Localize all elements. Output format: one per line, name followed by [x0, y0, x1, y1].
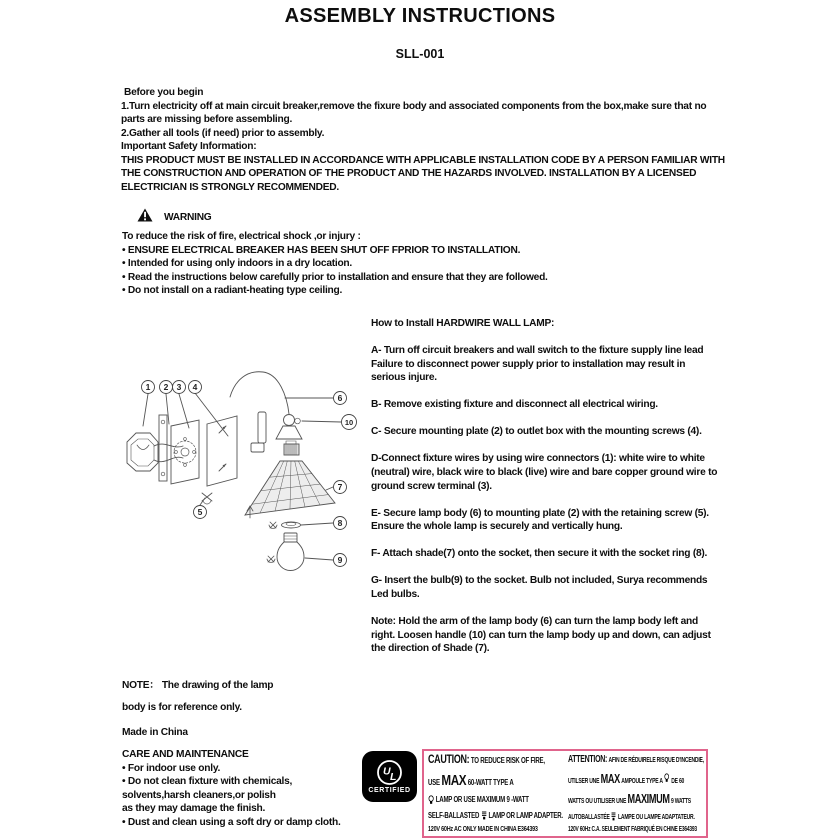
callout-4: 4: [192, 382, 198, 392]
caution-fr-l3a: WATTS OU UTILISER UNE: [568, 796, 627, 805]
install-step-a: A- Turn off circuit breakers and wall switch to the fixture supply line lead Failure to disconnect power supply prior to installation may result in serious injure.: [371, 345, 704, 384]
before-you-begin-section: [121, 86, 725, 194]
caution-french-column: [568, 754, 706, 833]
caution-fr-rating: 120V 60Hz C.A. SEULEMENT FABRIQUÉ EN CHINE E364393: [568, 826, 697, 833]
made-in-china: Made in China: [122, 727, 188, 738]
lamp-shade: [245, 461, 335, 515]
caution-en-l3a: LAMP OR USE MAXIMUM: [435, 795, 505, 804]
caution-rating-label: [422, 749, 708, 838]
callout-2: 2: [163, 382, 169, 392]
callout-9: 9: [337, 555, 343, 565]
warning-intro: To reduce the risk of fire, electrical shock ,or injury :: [122, 231, 361, 242]
warning-bullet: • Intended for using only indoors in a dry location.: [122, 258, 352, 270]
page-title: ASSEMBLY INSTRUCTIONS: [284, 5, 556, 27]
cfl-bulb-icon: [481, 811, 487, 820]
exploded-view-diagram: [123, 366, 363, 601]
socket-ring: [282, 522, 301, 528]
care-line: • Do not clean fixture with chemicals,: [122, 776, 293, 788]
warning-section: [122, 209, 730, 298]
back-plate: [207, 416, 237, 486]
install-step-b: B- Remove existing fixture and disconnect all electrical wiring.: [371, 399, 658, 411]
ul-mono-l: L: [390, 771, 397, 783]
caution-fr-max: MAX: [600, 770, 620, 786]
caution-english-column: [428, 754, 566, 833]
arm-joint-handle: [284, 415, 301, 426]
arm-base-tube: [251, 412, 266, 452]
install-step-e: E- Secure lamp body (6) to mounting plate (2) with the retaining screw (5). Ensure the whole lamp is securely and vertically hung.: [371, 507, 709, 533]
care-line: • Dust and clean using a soft dry or damp cloth.: [122, 816, 341, 828]
caution-en-l1: TO REDUCE RISK OF FIRE,: [470, 756, 545, 765]
retaining-screw: [202, 493, 212, 504]
install-heading: How to Install HARDWIRE WALL LAMP:: [371, 318, 555, 329]
caution-en-use: USE: [428, 778, 440, 787]
callout-10: 10: [344, 418, 354, 427]
caution-fr-l2a: UTILSER UNE: [568, 775, 600, 785]
reference-note-line2: body is for reference only.: [122, 702, 242, 713]
callout-3: 3: [176, 382, 182, 392]
attention-word: ATTENTION:: [568, 754, 608, 765]
intro-step-1: 1.Turn electricity off at main circuit breaker,remove the fixure body and associated components from the box,make sure that no parts are missing before assembling.: [121, 100, 707, 126]
cfl-bulb-icon: [611, 812, 617, 821]
install-step-g: G- Insert the bulb(9) to the socket. Bulb not included, Surya recommends Led bulbs.: [371, 575, 708, 600]
caution-fr-l1: AFIN DE RÉDUIRELE RISQUE D'INCENDIE,: [608, 755, 704, 764]
care-heading: CARE AND MAINTENANCE: [122, 749, 249, 760]
care-line: • For indoor use only.: [122, 762, 221, 774]
warning-label: WARNING: [164, 211, 212, 223]
rotate-icon: [267, 556, 275, 562]
caution-fr-l4a: AUTOBALLASTÉE: [568, 811, 610, 821]
caution-word: CAUTION:: [428, 754, 470, 766]
model-number: SLL-001: [395, 47, 445, 61]
warning-bullet: • Read the instructions below carefully prior to installation and ensure that they are followed.: [122, 271, 548, 283]
caution-en-l2: 60-WATT TYPE A: [467, 778, 514, 787]
diagram-callouts: [142, 381, 357, 567]
ul-monogram-icon: [376, 759, 403, 786]
caution-fr-l4b: LAMPE OU LAMPE ADAPTATEUR.: [618, 811, 695, 821]
ul-mono-u: U: [383, 765, 391, 778]
light-bulb: [277, 533, 304, 571]
socket: [276, 426, 302, 455]
caution-fr-l2c: AMPOULE TYPE A: [621, 775, 663, 785]
caution-en-l4a: SELF-BALLASTED: [428, 811, 480, 820]
caution-en-max: MAX: [441, 772, 467, 789]
lamp-arm: [230, 372, 289, 414]
warning-bullet: • ENSURE ELECTRICAL BREAKER HAS BEEN SHUT OFF FPRIOR TO INSTALLATION.: [122, 244, 521, 256]
care-line: solvents,harsh cleaners,or polish: [122, 789, 276, 801]
intro-step-2: 2.Gather all tools (if need) prior to assembly.: [121, 127, 325, 139]
callout-1: 1: [145, 382, 151, 392]
caution-en-l3b: 9 -WATT: [506, 795, 529, 804]
before-you-begin-heading: Before you begin: [124, 87, 204, 98]
rotate-icon: [269, 522, 277, 528]
mounting-plate: [171, 420, 199, 484]
callout-5: 5: [197, 507, 203, 517]
install-note: Note: Hold the arm of the lamp body (6) can turn the lamp body left and right. Loosen handle (10) can turn the lamp body up and down, can adjust the direction of Shade (7).: [371, 616, 711, 655]
bulb-icon: [664, 773, 670, 783]
reference-note-line1: NOTE： The drawing of the lamp: [122, 680, 274, 691]
ul-certified-badge: [362, 751, 417, 802]
warning-triangle-icon: [137, 208, 153, 227]
mounting-strap: [159, 415, 167, 481]
care-line: as they may damage the finish.: [122, 803, 266, 815]
warning-bullet: • Do not install on a radiant-heating type ceiling.: [122, 285, 343, 297]
caution-fr-maximum: MAXIMUM: [627, 791, 670, 806]
caution-en-l4b: LAMP OR LAMP ADAPTER.: [488, 811, 563, 820]
callout-6: 6: [337, 393, 343, 403]
caution-fr-l2d: DE 60: [671, 775, 685, 785]
callout-8: 8: [337, 518, 343, 528]
safety-body: THIS PRODUCT MUST BE INSTALLED IN ACCORDANCE WITH APPLICABLE INSTALLATION CODE BY A PERSON FAMILIAR WITH THE CONSTRUCTION AND OPERATION OF THE PRODUCT AND THE HAZARDS INVOLVED. INSTALLATION BY A LICENSED ELECTRICIAN IS STRONGLY RECOMMENDED.: [121, 154, 725, 193]
caution-en-rating: 120V 60Hz AC ONLY MADE IN CHINA E364393: [428, 826, 538, 833]
ul-certified-label: CERTIFIED: [368, 787, 411, 794]
install-step-d: D-Connect fixture wires by using wire connectors (1): white wire to white (neutral) wire, black wire to black (live) wire and bare copper ground wire to ground screw terminal (3).: [371, 453, 718, 492]
bulb-icon: [428, 795, 434, 805]
lamp-diagram-svg: [123, 366, 363, 596]
callout-7: 7: [337, 482, 343, 492]
install-step-c: C- Secure mounting plate (2) to outlet box with the mounting screws (4).: [371, 426, 702, 438]
safety-heading: Important Safety Information:: [121, 141, 257, 153]
install-step-f: F- Attach shade(7) onto the socket, then secure it with the socket ring (8).: [371, 548, 708, 560]
caution-fr-l3c: 9 WATTS: [670, 796, 691, 805]
install-instructions: [371, 317, 719, 669]
